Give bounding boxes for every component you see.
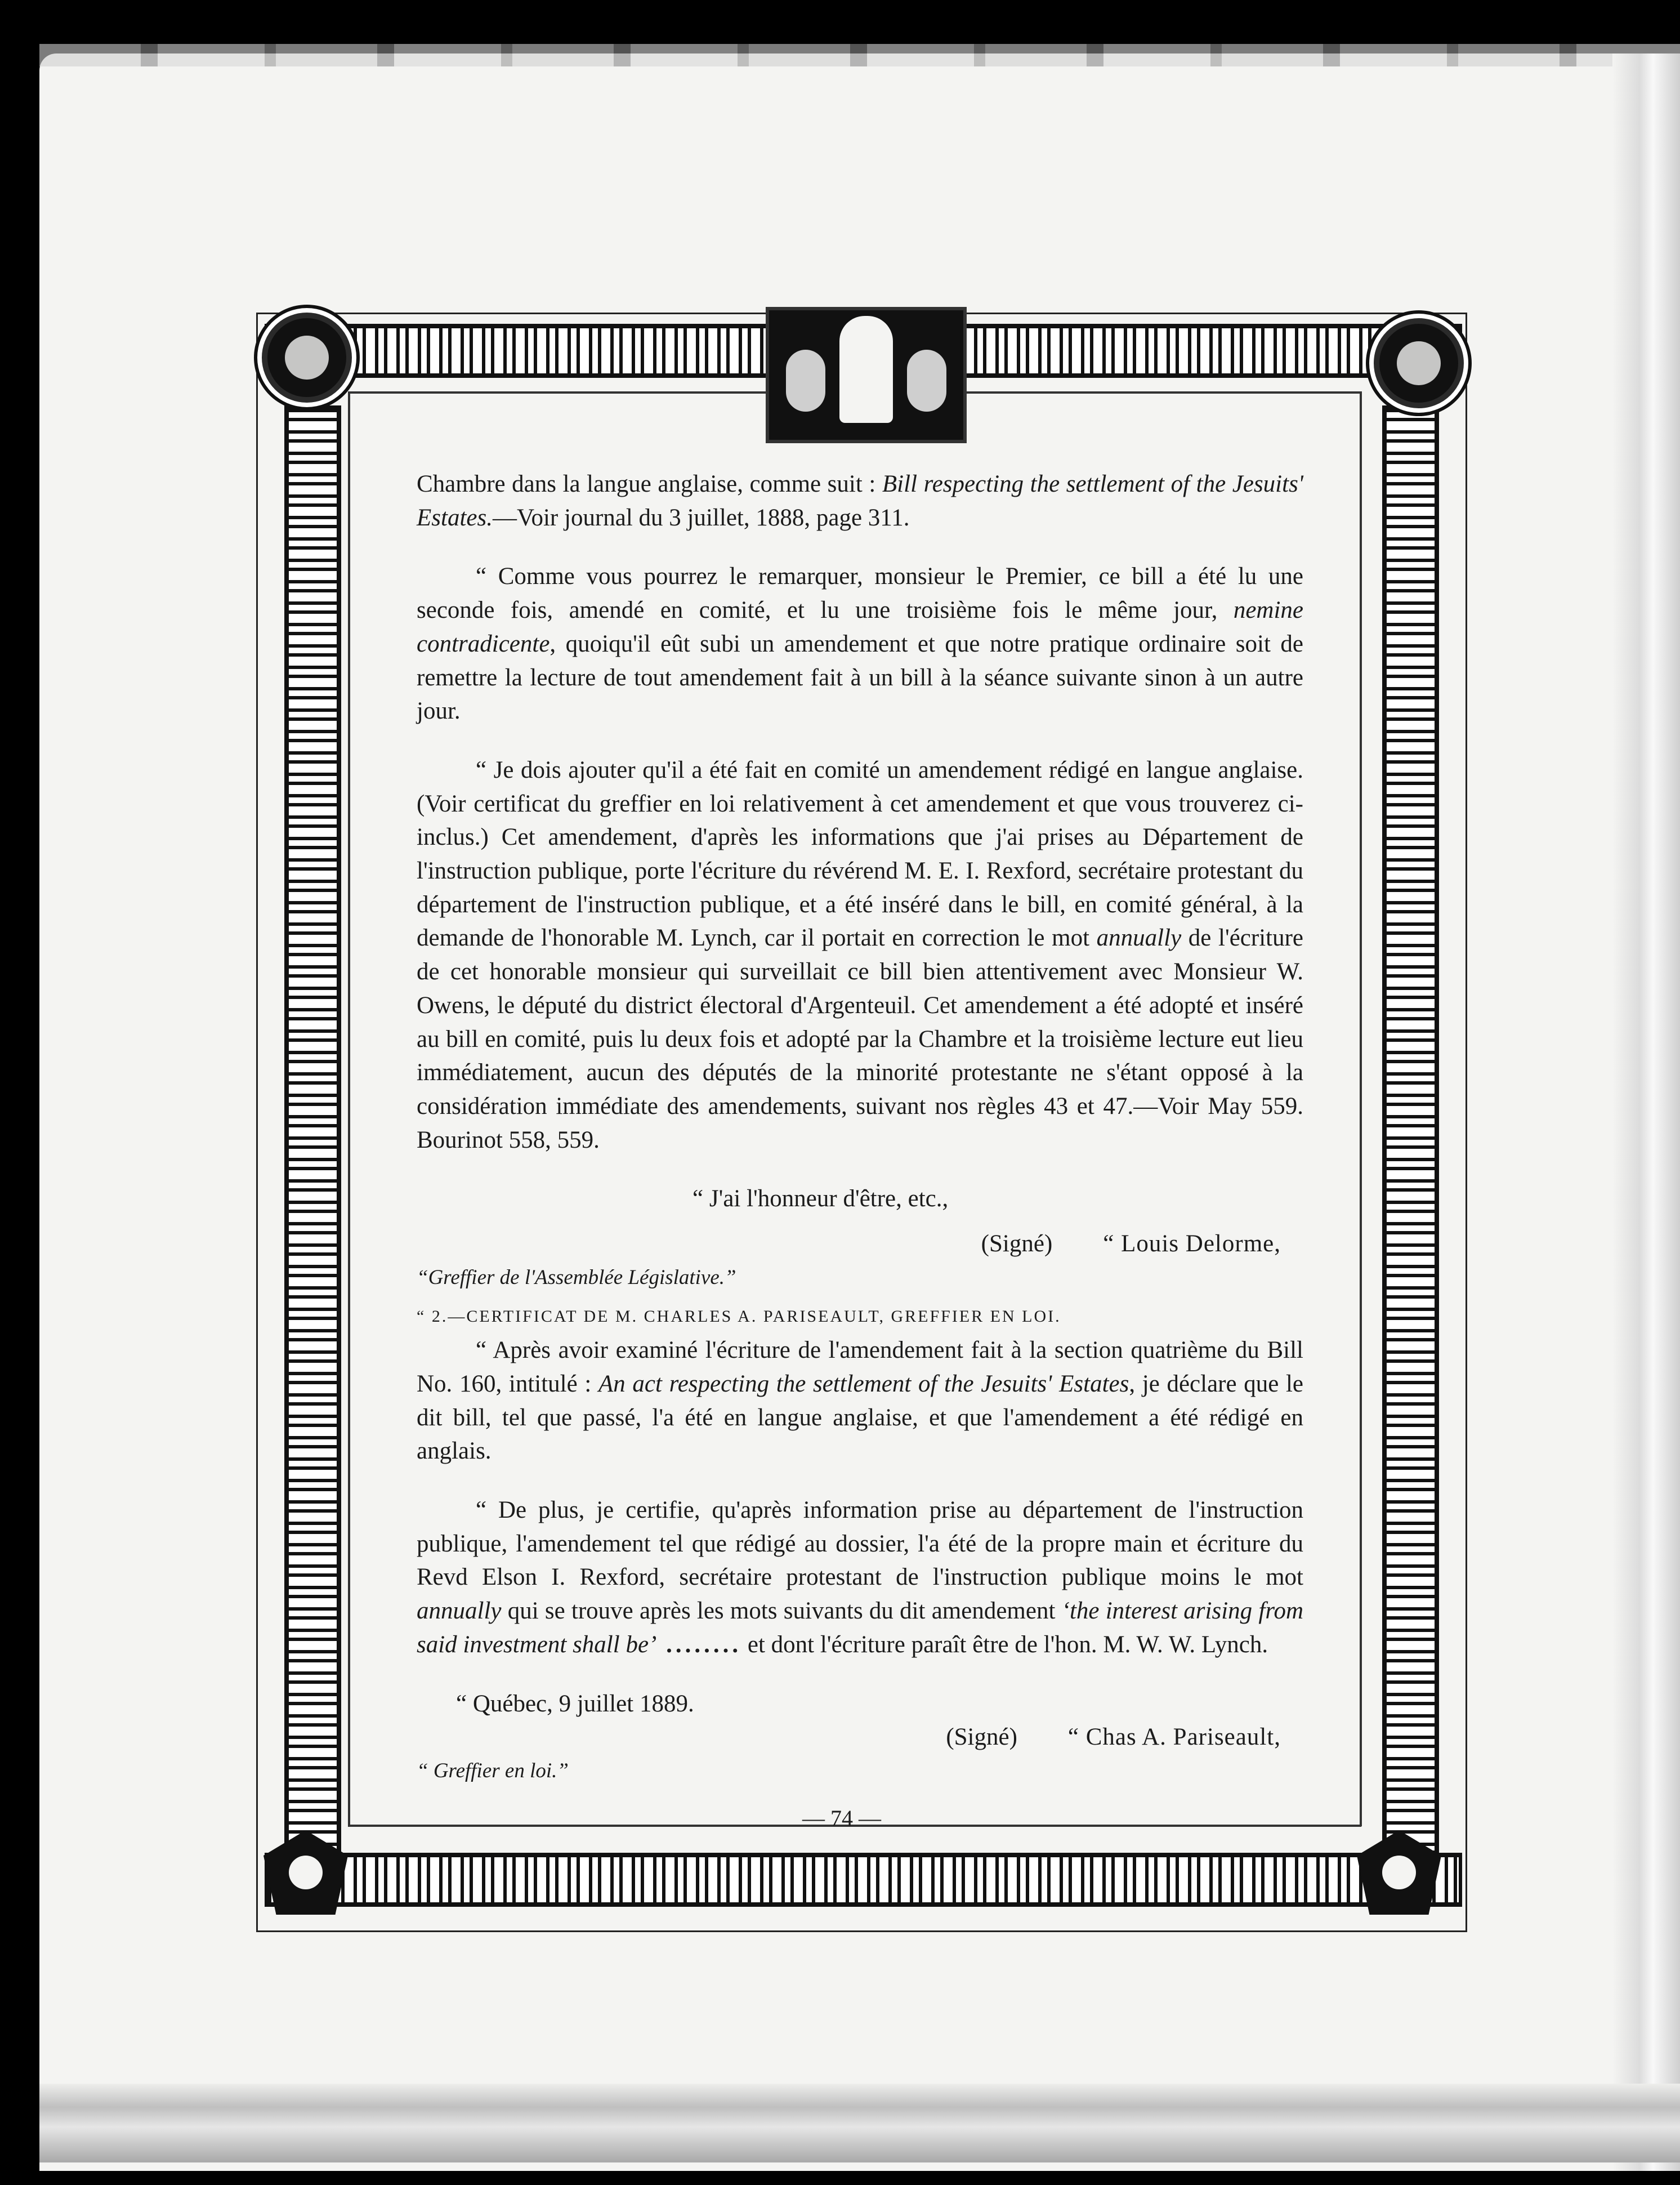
signatory-name: “ Chas A. Pariseault,	[1067, 1724, 1281, 1751]
text-run: qui se trouve après les mots suivants du dit amendement	[501, 1598, 1062, 1625]
frame-border-left	[284, 405, 341, 1854]
paragraph-5	[417, 1493, 1303, 1662]
madonna-vignette-icon	[766, 307, 967, 443]
signatory-name: “ Louis Delorme,	[1103, 1230, 1281, 1258]
signatory-title: “ Greffier en loi.”	[417, 1759, 569, 1782]
text-run: Chambre dans la langue anglaise, comme suit :	[417, 471, 882, 497]
text-run: de l'écriture de cet honorable monsieur qui surveillait ce bill bien attentivement avec Monsieur W. Owens, le député du district électoral d'Argenteuil. Cet amendement a été adopté et inséré au bill en comité, puis lu deux fois et adopté par la Chambre et la troisième lecture eut lieu immédiatement, aucun des députés de la minorité protestante ne s'étant opposé à la considération immédiate des amendements, suivant nos règles 43 et 47.—Voir May 559. Bourinot 558, 559.	[417, 925, 1303, 1153]
quoted-phrase-italic: ‘the interest arising from said investment shall be’	[417, 1598, 1304, 1658]
text-run: “ Après avoir examiné l'écriture de l'amendement fait à la section quatrième du Bill No. 160, intitulé :	[417, 1337, 1303, 1397]
corner-medallion-icon	[262, 313, 352, 403]
ellipsis: ........	[656, 1631, 742, 1658]
text-run: “ Comme vous pourrez le remarquer, monsieur le Premier, ce bill a été lu une seconde fois, amendé en comité, et lu une troisième fois le même jour,	[417, 563, 1303, 624]
page-bottom-edge	[39, 2084, 1680, 2162]
frame-border-right	[1382, 405, 1439, 1854]
text-run: , quoiqu'il eût subi un amendement et que notre pratique ordinaire soit de remettre la lecture de tout amendement fait à un bill à la séance suivante sinon à un autre jour.	[417, 630, 1303, 725]
certificate-heading: “ 2.—CERTIFICAT DE M. CHARLES A. PARISEAULT, GREFFIER EN LOI.	[417, 1307, 1061, 1326]
paragraph-4	[417, 1334, 1303, 1468]
text-run: “ Je dois ajouter qu'il a été fait en comité un amendement rédigé en langue anglaise. (Voir certificat du greffier en loi relativement à cet amendement et que vous trouverez ci-inclus.) Cet amendement, d'après les informations que j'ai prises au Département de l'instruction publique, porte l'écriture du révérend M. E. I. Rexford, secrétaire protestant du département de l'instruction publique, et a été inséré dans le bill, en comité général, à la demande de l'honorable M. Lynch, car il portait en correction le mot	[417, 756, 1303, 952]
corner-medallion-icon	[1374, 318, 1464, 408]
signed-label: (Signé)	[981, 1230, 1053, 1258]
signature-block-2	[417, 1720, 1303, 1754]
paragraph-1	[417, 467, 1303, 534]
text-run: et dont l'écriture paraît être de l'hon. M. W. W. Lynch.	[741, 1631, 1268, 1658]
text-run: “ De plus, je certifie, qu'après information prise au département de l'instruction publique, l'amendement tel que rédigé au dossier, l'a été de la propre main et écriture du Revd Elson I. Rexford, secrétaire protestant de l'instruction publique moins le mot	[417, 1496, 1303, 1591]
frame-border-bottom	[265, 1853, 1462, 1907]
page-top-edge	[39, 44, 1680, 66]
act-title-italic: An act respecting the settlement of the Jesuits' Estates	[598, 1370, 1129, 1397]
place-date: “ Québec, 9 juillet 1889.	[456, 1690, 694, 1717]
word-annually-italic: annually	[1096, 925, 1182, 952]
signed-label: (Signé)	[946, 1724, 1017, 1751]
signatory-title: “Greffier de l'Assemblée Législative.”	[417, 1265, 736, 1289]
paragraph-2	[417, 560, 1303, 728]
paragraph-3	[417, 753, 1303, 1157]
page-number: — 74 —	[802, 1805, 881, 1831]
closing-line: “ J'ai l'honneur d'être, etc.,	[692, 1185, 949, 1212]
frame-inner-line-left	[348, 391, 350, 1826]
frame-inner-line-right	[1360, 391, 1362, 1826]
text-run: —Voir journal du 3 juillet, 1888, page 311.	[492, 504, 910, 531]
bill-title-italic: Bill respecting the settlement of the Jesuits' Estates.	[417, 471, 1304, 531]
signature-block-1	[417, 1227, 1303, 1261]
page-right-edge	[1612, 53, 1680, 2171]
text-run: , je déclare que le dit bill, tel que passé, l'a été en langue anglaise, et que l'amendement a été rédigé en anglais.	[417, 1370, 1304, 1465]
latin-phrase-italic: nemine contradicente	[417, 597, 1303, 657]
word-annually-italic: annually	[417, 1598, 502, 1625]
document-body	[417, 467, 1303, 1788]
